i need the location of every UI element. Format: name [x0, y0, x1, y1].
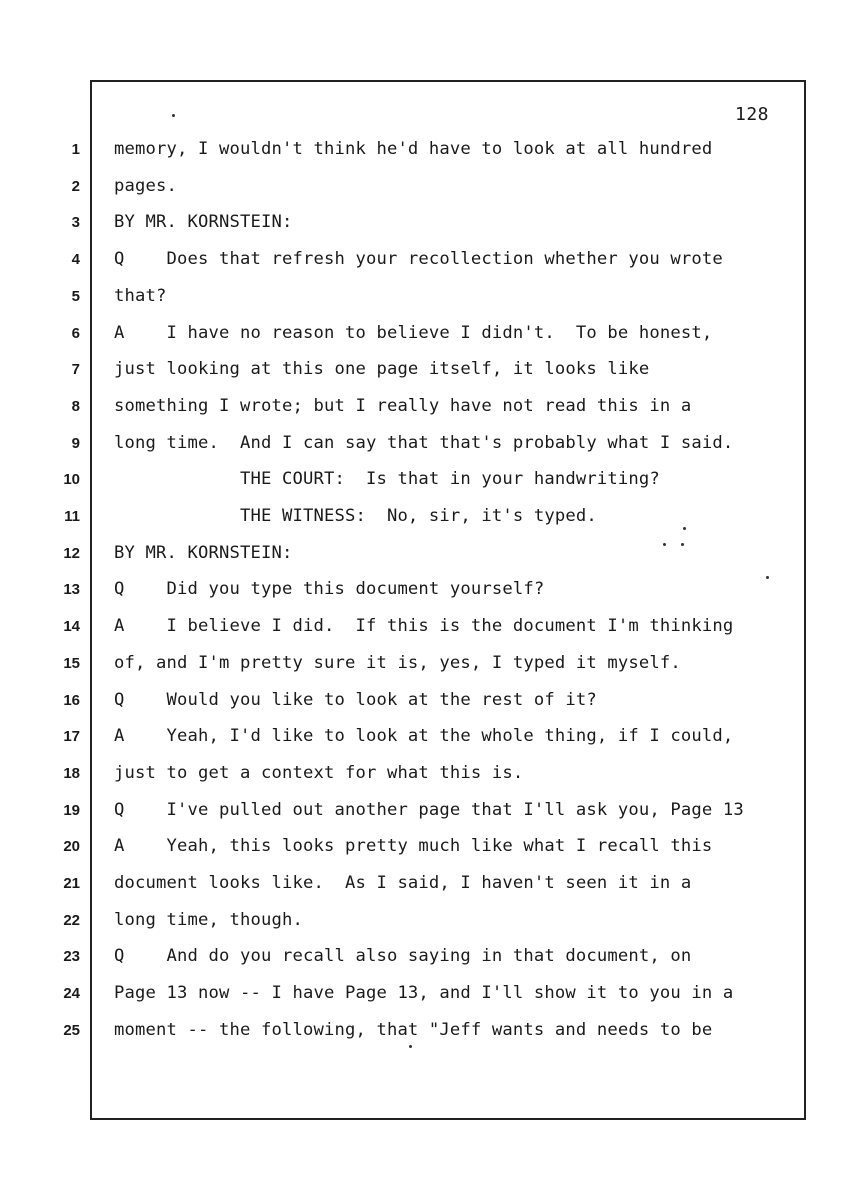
line-number: 4 — [71, 251, 80, 268]
transcript-line: Q Does that refresh your recollection whether you wrote — [114, 249, 723, 269]
line-number: 18 — [63, 765, 80, 782]
line-number: 17 — [63, 728, 80, 745]
line-number: 11 — [64, 508, 80, 525]
scan-speck — [683, 527, 686, 530]
transcript-line: that? — [114, 286, 167, 306]
transcript-line: A Yeah, this looks pretty much like what I recall this — [114, 836, 713, 856]
line-number: 16 — [63, 692, 80, 709]
transcript-line: of, and I'm pretty sure it is, yes, I typed it myself. — [114, 653, 681, 673]
scan-speck — [172, 114, 175, 117]
transcript-line: pages. — [114, 176, 177, 196]
line-number: 25 — [63, 1022, 80, 1039]
right-margin-rule — [804, 80, 806, 1120]
scan-speck — [663, 543, 666, 546]
transcript-line: just looking at this one page itself, it looks like — [114, 359, 650, 379]
line-number: 19 — [63, 802, 80, 819]
scan-speck — [766, 576, 769, 579]
transcript-line: A I believe I did. If this is the document I'm thinking — [114, 616, 734, 636]
scan-speck — [409, 1045, 412, 1048]
line-number: 6 — [71, 325, 80, 342]
transcript-line: A Yeah, I'd like to look at the whole thing, if I could, — [114, 726, 734, 746]
line-number: 23 — [63, 948, 80, 965]
line-number: 15 — [63, 655, 80, 672]
transcript-line: THE COURT: Is that in your handwriting? — [114, 469, 660, 489]
line-number: 10 — [63, 471, 80, 488]
transcript-line: THE WITNESS: No, sir, it's typed. — [114, 506, 597, 526]
left-margin-rule — [90, 80, 92, 1120]
transcript-line: BY MR. KORNSTEIN: — [114, 212, 293, 232]
line-number: 20 — [63, 838, 80, 855]
transcript-line: something I wrote; but I really have not read this in a — [114, 396, 692, 416]
line-number: 22 — [63, 912, 80, 929]
page-number: 128 — [735, 104, 770, 125]
line-number: 2 — [71, 178, 80, 195]
transcript-line: BY MR. KORNSTEIN: — [114, 543, 293, 563]
line-number: 3 — [71, 214, 80, 231]
line-number: 13 — [63, 581, 80, 598]
line-number: 8 — [71, 398, 80, 415]
transcript-line: Q And do you recall also saying in that document, on — [114, 946, 692, 966]
transcript-line: Q I've pulled out another page that I'll ask you, Page 13 — [114, 800, 744, 820]
scan-speck — [681, 543, 684, 546]
line-number: 1 — [71, 141, 80, 158]
line-number: 7 — [71, 361, 80, 378]
transcript-line: long time, though. — [114, 910, 303, 930]
transcript-line: Q Would you like to look at the rest of it? — [114, 690, 597, 710]
line-number: 9 — [71, 435, 80, 452]
transcript-line: long time. And I can say that that's probably what I said. — [114, 433, 734, 453]
line-number: 12 — [63, 545, 80, 562]
line-number: 24 — [63, 985, 80, 1002]
transcript-line: just to get a context for what this is. — [114, 763, 524, 783]
transcript-line: Q Did you type this document yourself? — [114, 579, 545, 599]
line-number: 21 — [63, 875, 80, 892]
line-number: 5 — [71, 288, 80, 305]
line-number: 14 — [63, 618, 80, 635]
transcript-line: memory, I wouldn't think he'd have to look at all hundred — [114, 139, 713, 159]
transcript-line: Page 13 now -- I have Page 13, and I'll show it to you in a — [114, 983, 734, 1003]
transcript-line: moment -- the following, that "Jeff wants and needs to be — [114, 1020, 713, 1040]
transcript-line: A I have no reason to believe I didn't. To be honest, — [114, 323, 713, 343]
transcript-line: document looks like. As I said, I haven't seen it in a — [114, 873, 692, 893]
